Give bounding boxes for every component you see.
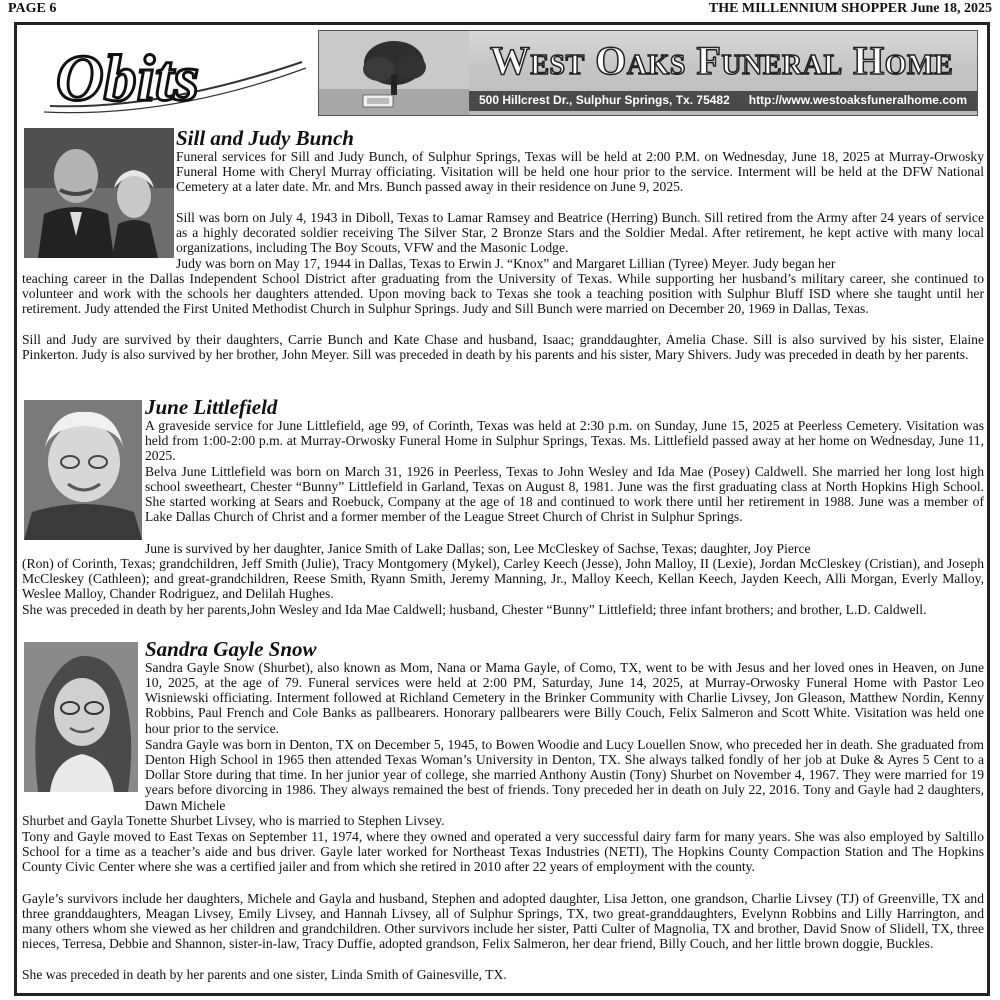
obits-logo [40,32,310,120]
funeral-home-url[interactable]: http://www.westoaksfuneralhome.com [748,93,967,107]
obituary-paragraph: Sandra Gayle Snow (Shurbet), also known as Mom, Nana or Mama Gayle, of Como, TX, went to be with Jesus and her loved ones in Heaven, on June 10, 2025, at the age of 79. Funeral services were held at 2:00 PM, Saturday, June 14, 2025, at Murray-Orwosky Funeral Home with Pastor Leo Wisniewski officiating. Interment followed at Richland Cemetery in the Brinker Community with Charlie Livsey, Jon Gleason, Matthew Nordin, Kenny Robbins, Paul French and Cole Banks as pallbearers. Honorary pallbearers were Billy Couch, Felix Salmeron and Scott White. Visitation was held one hour prior to the service. [145,660,984,736]
obituary-paragraph: Tony and Gayle moved to East Texas on September 11, 1974, where they owned and operated a very successful dairy farm for many years. She was also employed by Saltillo School for a time as a teacher’s aide and bus driver. Gayle later worked for Northeast Texas Industries (NETI), The Hopkins County Compaction Station and The Hopkins County Civic Center where she was a certified jailer and from which she retired in 2010 after 22 years of employment with the county. [22,829,984,875]
obituary-title: Sandra Gayle Snow [145,637,317,661]
oak-tree-icon [319,31,469,115]
obituary-paragraph: She was preceded in death by her parents,John Wesley and Ida Mae Caldwell; husband, Chester “Bunny” Littlefield; three infant brothers; and brother, L.D. Caldwell. [22,602,927,617]
littlefield-photo [24,400,142,540]
obituary-paragraph: Judy was born on May 17, 1944 in Dallas, Texas to Erwin J. “Knox” and Margaret Lillian (Tyree) Meyer. Judy began her [176,256,836,271]
snow-photo [24,642,138,792]
obituary-paragraph: Sandra Gayle was born in Denton, TX on December 5, 1945, to Bowen Woodie and Lucy Louellen Snow, who preceded her in death. She graduated from Denton High School in 1965 then attended Texas Woman’s University in Denton, TX. She always talked fondly of her job at Duke & Ayres 5 Cent to a Dollar Store during that time. In her junior year of college, she married Anthony Austin (Tony) Shurbet on November 4, 1967. They were married for 19 years before divorcing in 1986. They always remained the best of friends. Tony preceded her in death on July 22, 2016. Tony and Gayle had 2 daughters, Dawn Michele [145,737,984,813]
obituary-paragraph: She was preceded in death by her parents and one sister, Linda Smith of Gainesville, TX. [22,967,507,982]
obituary-paragraph: June is survived by her daughter, Janice Smith of Lake Dallas; son, Lee McCleskey of Sachse, Texas; daughter, Joy Pierce [145,541,811,556]
obituary-paragraph: Gayle’s survivors include her daughters, Michele and Gayla and husband, Stephen and adopted daughter, Lisa Jetton, one grandson, Charlie Livsey (TJ) of Greenville, TX and three granddaughters, Meagan Livsey, Emily Livsey, and Hannah Livsey, all of Sulphur Springs, TX, two great-granddaughters, Evelynn Robbins and Lilly Harrington, and many others whom she viewed as her children and grandchildren. Other survivors include her sister, Patti Culter of Magnolia, TX and brother, David Snow of Slidell, TX, three nieces, Terresa, Debbie and Shannon, sister-in-law, Tracy Duffie, adopted grandson, Felix Salmeron, her dear friend, Billy Couch, and her little brown doggie, Buckles. [22,891,984,952]
obituary-title: Sill and Judy Bunch [176,126,354,150]
obituary-paragraph: Sill and Judy are survived by their daughters, Carrie Bunch and Kate Chase and husband, Isaac; granddaughter, Amelia Chase. Sill is also survived by his sister, Elaine Pinkerton. Judy is also survived by her brother, John Meyer. Sill was preceded in death by his parents and his sister, Mary Shivers. Judy was preceded in death by her parents. [22,332,984,363]
masthead [8,0,992,20]
obits-logo-text: Obits [56,42,200,115]
obituary-paragraph: Shurbet and Gayla Tonette Shurbet Livsey, who is married to Stephen Livsey. [22,813,445,828]
bunch-couple-photo [24,128,174,258]
obituary-title: June Littlefield [145,395,278,419]
obituary-paragraph: (Ron) of Corinth, Texas; grandchildren, Jeff Smith (Julie), Tracy Montgomery (Mykel), Carley Keech (Jesse), John Malloy, II (Lexie), Jordan McCleskey (Cristian), and Joseph McCleskey (Cathleen); and great-grandchildren, Reese Smith, Ryann Smith, Jeremy Manning, Jr., Malloy Keech, Kellan Keech, Jayden Keech, Alli Morgan, Everly Malloy, Weslee Malloy, Chander Rodriguez, and Delilah Hughes. [22,556,984,602]
obituary-paragraph: Belva June Littlefield was born on March 31, 1926 in Peerless, Texas to John Wesley and Ida Mae (Posey) Caldwell. She married her long lost high school sweetheart, Chester “Bunny” Littlefield in Garland, Texas on August 8, 1981. June was the first graduating class at North Hopkins High School. She started working at Sears and Roebuck, Company at the age of 18 and continued to work there until her retirement in 1988. June was a member of Lake Dallas Church of Christ and a former member of the League Street Church of Christ in Sulphur Springs. [145,464,984,525]
page-number: PAGE 6 [8,1,57,16]
paper-date: THE MILLENNIUM SHOPPER June 18, 2025 [708,1,992,16]
obituary-paragraph: Sill was born on July 4, 1943 in Diboll, Texas to Lamar Ramsey and Beatrice (Herring) Bunch. Sill retired from the Army after 24 years of service as a highly decorated soldier receiving The Silver Star, 2 Bronze Stars and the Soldier Medal. After retirement, he kept active with many local organizations, including The Boy Scouts, VFW and the Masonic Lodge. [176,210,984,256]
obituary-paragraph: Funeral services for Sill and Judy Bunch, of Sulphur Springs, Texas will be held at 2:00 P.M. on Wednesday, June 18, 2025 at Murray-Orwosky Funeral Home with Cheryl Murray officiating. Visitation will be held one hour prior to the service. Interment will be held at the DFW National Cemetery at a later date. Mr. and Mrs. Bunch passed away in their residence on June 9, 2025. [176,149,984,195]
funeral-home-address: 500 Hillcrest Dr., Sulphur Springs, Tx. 75482 [479,93,730,107]
obituary-paragraph: teaching career in the Dallas Independent School District after graduating from the University of Texas. While supporting her husband’s military career, she continued to volunteer and work with the schools her daughters attended. Upon moving back to Texas she took a teaching position with Sulphur Bluff ISD where she taught until her retirement. Judy attended the First United Methodist Church in Sulphur Springs. Judy and Sill Bunch were married on December 20, 1969 in Dallas, Texas. [22,271,984,317]
obituary-paragraph: A graveside service for June Littlefield, age 99, of Corinth, Texas was held at 2:30 p.m. on Sunday, June 15, 2025 at Peerless Cemetery. Visitation was held from 1:00-2:00 p.m. at Murray-Orwosky Funeral Home in Sulphur Springs, Texas. Ms. Littlefield passed away at her home on Wednesday, June 11, 2025. [145,418,984,464]
funeral-home-banner [318,30,978,116]
funeral-home-name: West Oaks Funeral Home [489,38,954,83]
